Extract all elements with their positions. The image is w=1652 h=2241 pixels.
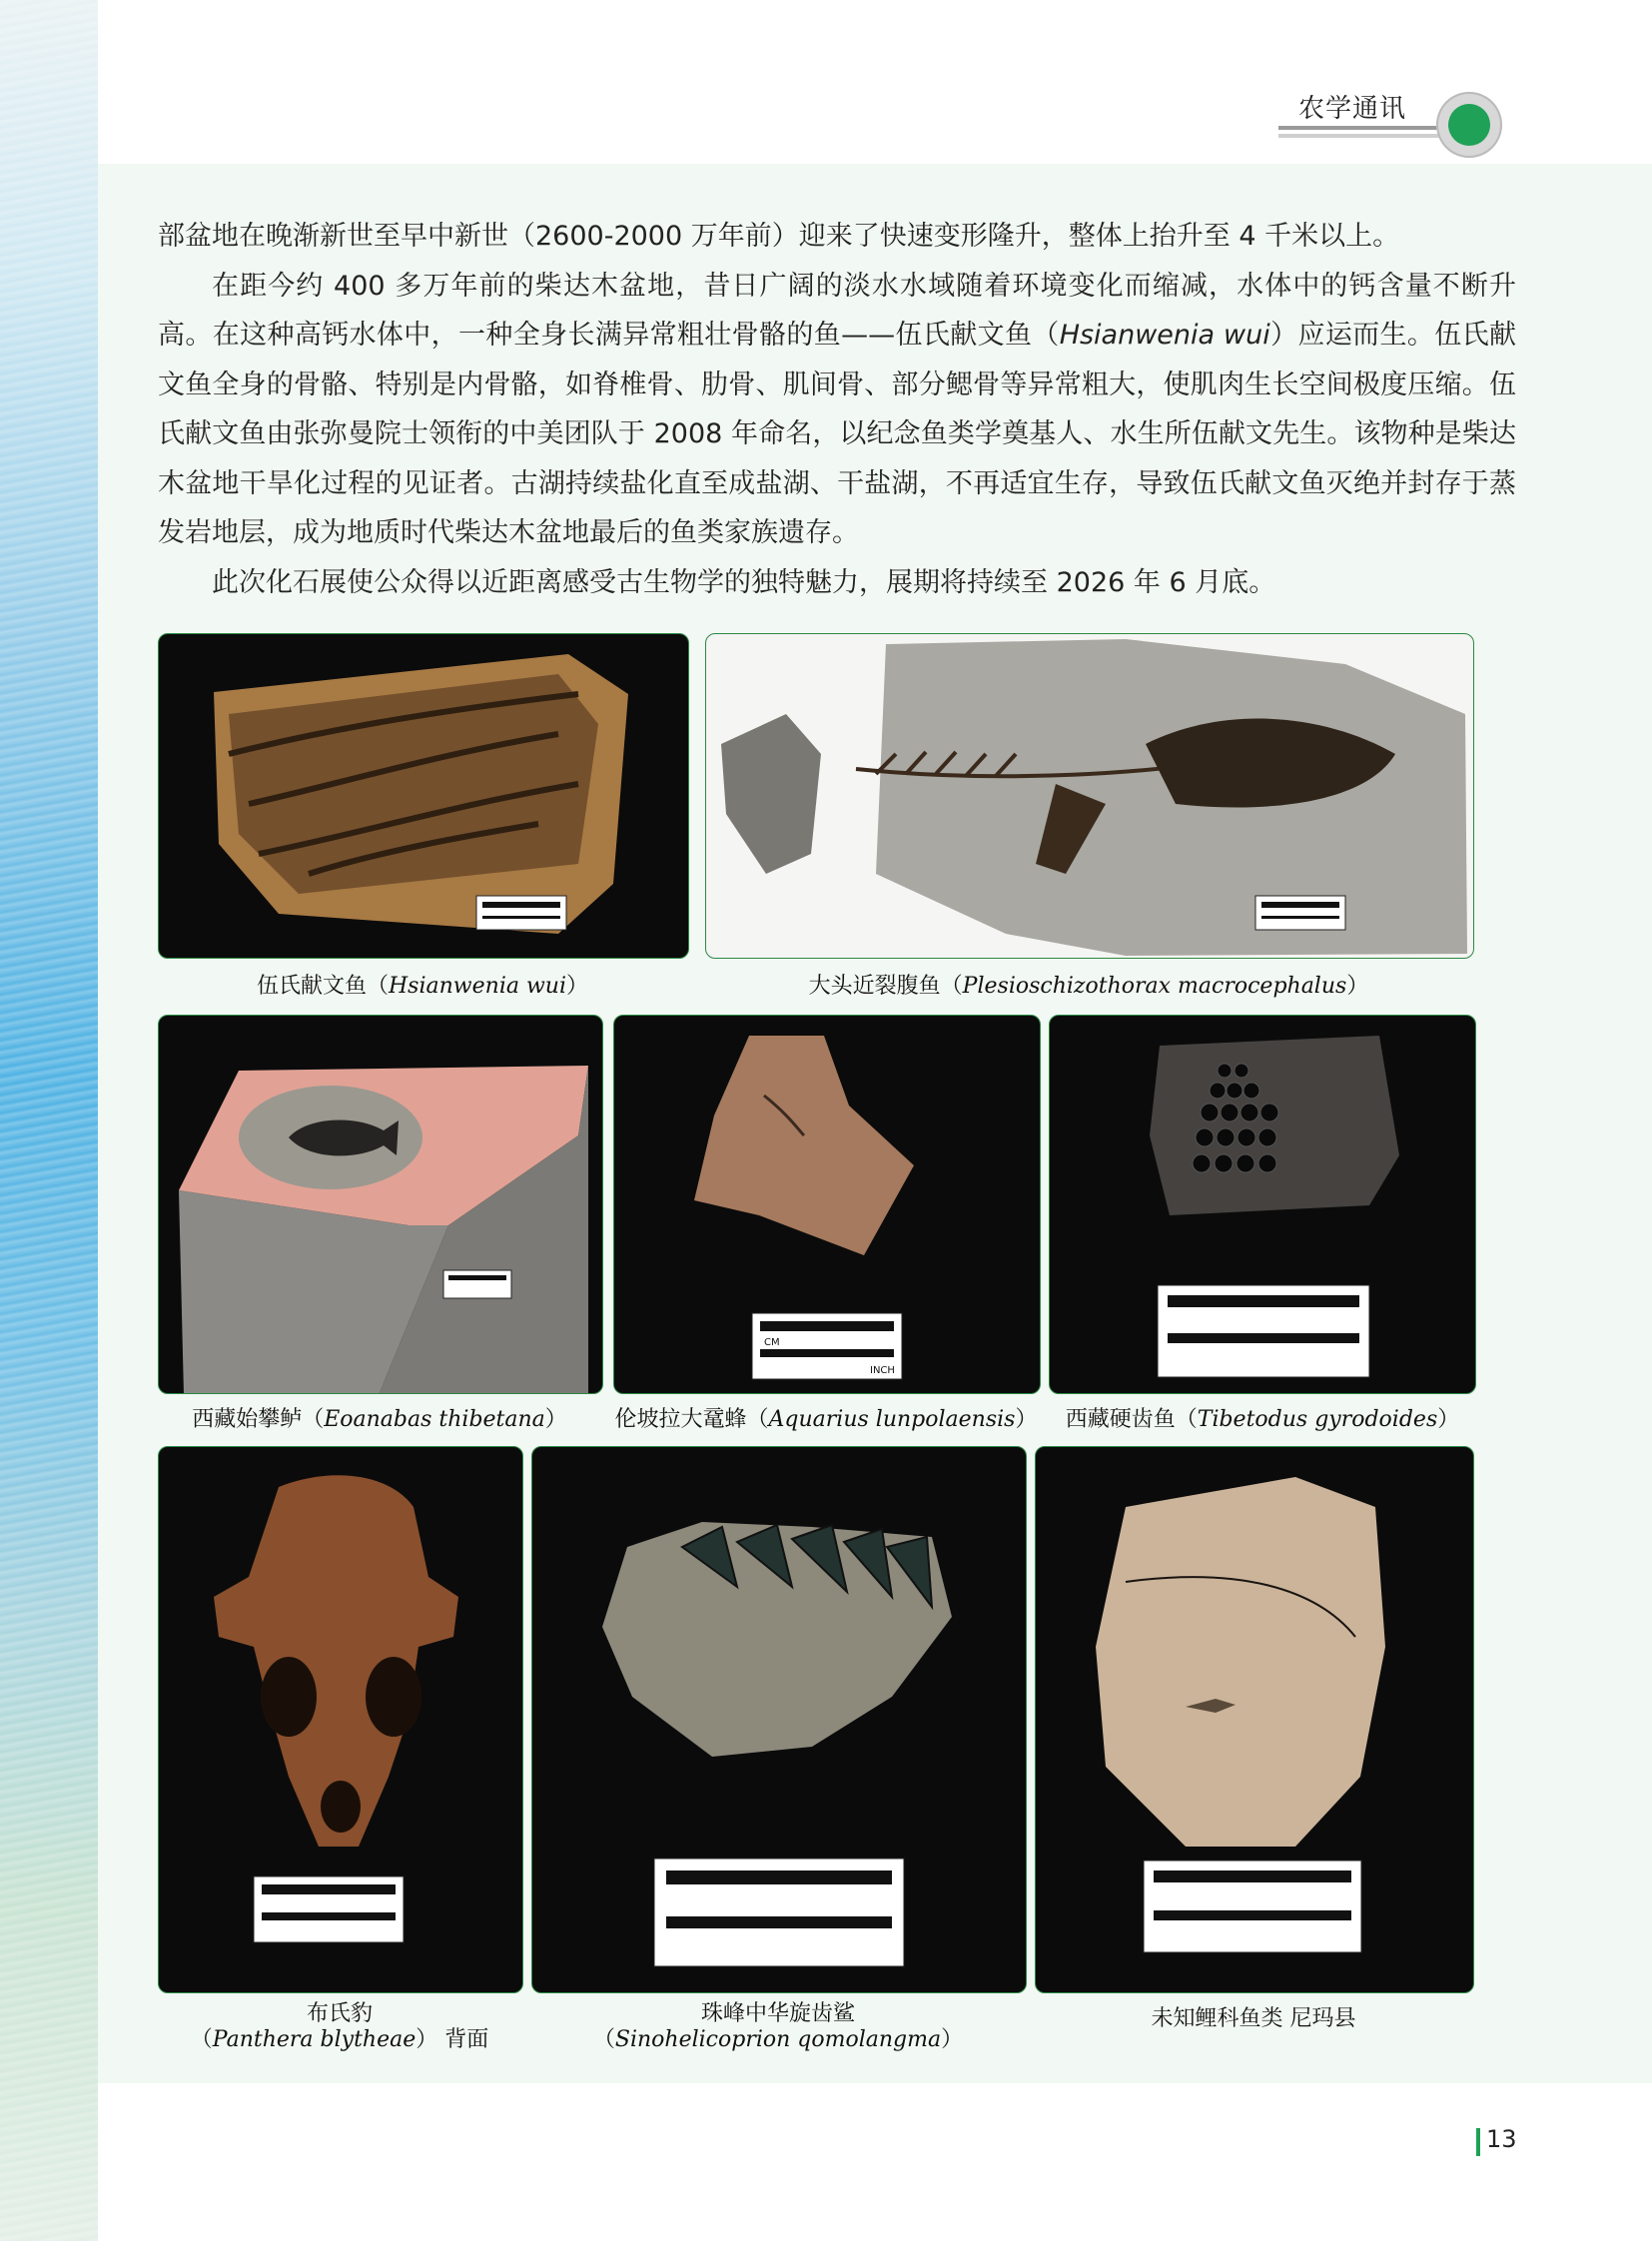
figure-caption: 西藏始攀鲈（Eoanabas thibetana） bbox=[192, 1407, 567, 1432]
figure-caption: 伦坡拉大鼋蜂（Aquarius lunpolaensis） bbox=[614, 1407, 1038, 1432]
species-name: Hsianwenia wui bbox=[1059, 320, 1270, 351]
fossil-photo-cyprinid bbox=[1035, 1446, 1474, 1993]
scale-bar bbox=[654, 1859, 904, 1966]
page-number-marker bbox=[1476, 2128, 1480, 2156]
fossil-photo-aquarius bbox=[613, 1015, 1041, 1394]
paragraph: 部盆地在晚渐新世至早中新世（2600-2000 万年前）迎来了快速变形隆升，整体上抬升至 4 千米以上。 bbox=[158, 221, 1400, 252]
fossil-photo-eoanabas bbox=[158, 1015, 603, 1394]
journal-title: 农学通讯 bbox=[1298, 94, 1407, 124]
paragraph-text: ）应运而生。伍氏献文鱼全身的骨骼、特别是内骨骼，如脊椎骨、肋骨、肌间骨、部分鳃骨等异常粗大，使肌肉生长空间极度压缩。伍氏献文鱼由张弥曼院士领衔的中美团队于 2008 年命名，以纪念鱼类学奠基人、水生所伍献文先生。该物种是柴达木盆地干旱化过程的见证者。古湖持续盐化直至成盐湖、干盐湖，不再适宜生存，导致伍氏献文鱼灭绝并封存于蒸发岩地层，成为地质时代柴达木盆地最后的鱼类家族遗存。 bbox=[158, 320, 1517, 548]
page-header bbox=[1278, 78, 1518, 168]
figure-caption: 大头近裂腹鱼（Plesioschizothorax macrocephalus） bbox=[808, 974, 1369, 999]
paragraph: 此次化石展使公众得以近距离感受古生物学的独特魅力，展期将持续至 2026 年 6 月底。 bbox=[212, 566, 1276, 598]
figure-caption: 伍氏献文鱼（Hsianwenia wui） bbox=[256, 974, 589, 999]
fossil-photo-plesioschizothorax bbox=[705, 633, 1474, 959]
scale-bar bbox=[1144, 1861, 1361, 1952]
scale-cm-label: CM bbox=[764, 1337, 780, 1348]
paragraph bbox=[158, 262, 1516, 558]
figure-caption: 西藏硬齿鱼（Tibetodus gyrodoides） bbox=[1065, 1407, 1460, 1432]
paragraph-text: 在距今约 400 多万年前的柴达木盆地，昔日广阔的淡水水域随着环境变化而缩减，水体中的钙含量不断升高。在这种高钙水体中，一种全身长满异常粗壮骨骼的鱼——伍氏献文鱼（ bbox=[158, 270, 1516, 351]
scale-bar bbox=[1158, 1285, 1369, 1377]
scale-bar bbox=[1255, 896, 1345, 930]
scale-bar bbox=[254, 1876, 404, 1942]
scale-bar bbox=[443, 1270, 511, 1298]
figure-caption: 布氏豹 （Panthera blytheae） 背面 bbox=[190, 2001, 489, 2052]
figure-caption: 未知鲤科鱼类 尼玛县 bbox=[1151, 2006, 1356, 2031]
page-number: 13 bbox=[1486, 2125, 1517, 2153]
fossil-photo-tibetodus bbox=[1049, 1015, 1476, 1394]
scale-bar bbox=[476, 896, 566, 930]
decorative-side-strip bbox=[0, 0, 98, 2241]
article-body bbox=[158, 212, 1516, 607]
header-emblem-dot bbox=[1448, 104, 1490, 146]
figure-caption: 珠峰中华旋齿鲨 （Sinohelicoprion qomolangma） bbox=[592, 2001, 964, 2052]
fossil-photo-hsianwenia bbox=[158, 633, 689, 959]
scale-inch-label: INCH bbox=[870, 1365, 895, 1376]
fossil-photo-sinohelicoprion bbox=[531, 1446, 1027, 1993]
fossil-photo-panthera bbox=[158, 1446, 523, 1993]
scale-bar bbox=[752, 1313, 902, 1379]
